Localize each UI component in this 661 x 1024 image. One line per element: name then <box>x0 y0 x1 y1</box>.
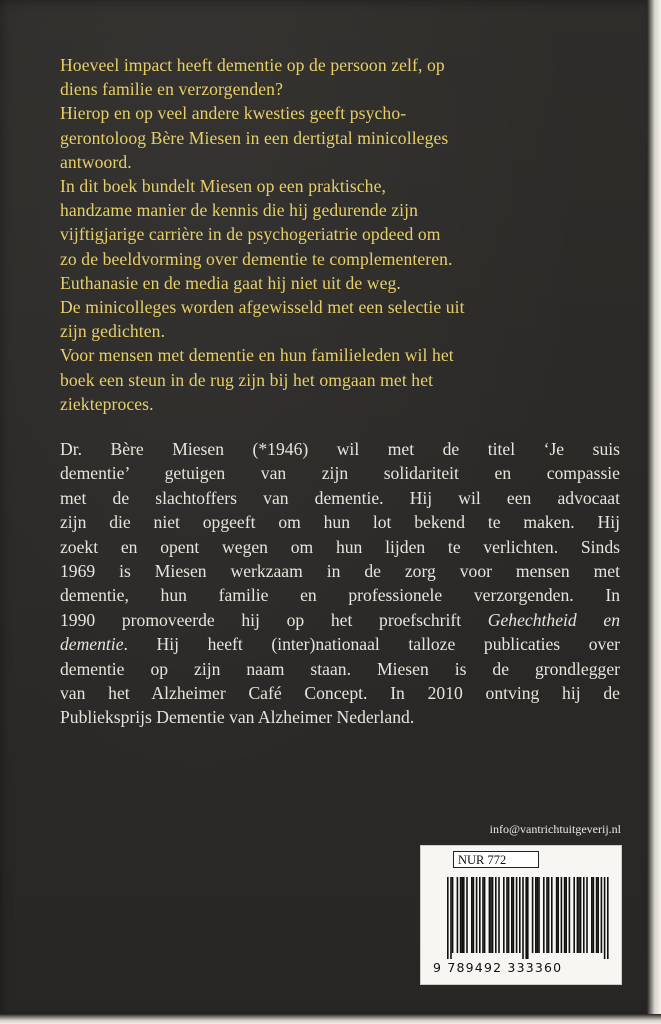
bio-text: . Hij heeft (inter)nationaal talloze publicaties over <box>123 634 620 655</box>
barcode-bar <box>601 877 603 953</box>
blurb-line: Euthanasie en de media gaat hij niet uit de weg. <box>60 272 401 293</box>
barcode-bar <box>503 877 505 953</box>
blurb-line: Hoeveel impact heeft dementie op de persoon zelf, op <box>60 55 445 75</box>
blurb-line: In dit boek bundelt Miesen op een praktische, <box>60 176 386 197</box>
barcode-bar <box>450 877 452 959</box>
barcode-bar <box>569 877 571 953</box>
barcode-bar <box>564 877 566 953</box>
barcode-bar <box>452 877 454 953</box>
author-bio <box>60 437 620 730</box>
barcode-bar <box>457 877 459 953</box>
barcode-bar <box>508 877 510 953</box>
blurb-line: zo de beeldvorming over dementie te complementeren. <box>60 248 453 269</box>
barcode-bar <box>561 877 563 953</box>
bio-line: zoekt en opent wegen om hun lijden te verlichten. Sinds <box>60 536 620 557</box>
publisher-email: info@vantrichtuitgeverij.nl <box>489 822 621 836</box>
barcode-bar <box>519 877 521 953</box>
blurb-line: De minicolleges worden afgewisseld met een selectie uit <box>60 297 465 318</box>
barcode-bar <box>546 877 548 953</box>
barcode-bar <box>551 877 553 953</box>
barcode-bar <box>583 877 585 953</box>
barcode-bar <box>489 877 491 953</box>
barcode-bar <box>604 877 606 959</box>
barcode-bar <box>556 877 558 953</box>
barcode-bar <box>596 877 598 953</box>
barcode-bar <box>471 877 473 953</box>
barcode-bar <box>565 877 567 953</box>
blurb-line: antwoord. <box>60 151 132 172</box>
barcode-bar <box>516 877 518 953</box>
isbn-barcode <box>447 877 609 959</box>
blurb-line: ziekteproces. <box>60 393 154 414</box>
barcode-bar <box>490 877 492 953</box>
blurb-line: zijn gedichten. <box>60 321 166 342</box>
bio-line: zijn die niet opgeeft om hun lot bekend te maken. Hij <box>60 512 620 533</box>
barcode-bar <box>525 877 527 959</box>
barcode-bar <box>492 877 494 953</box>
thesis-title: Gehechtheid en <box>487 609 620 630</box>
blurb-line: Voor mensen met dementie en hun familieleden wil het <box>60 345 454 366</box>
barcode-bar <box>473 877 475 953</box>
barcode-bar <box>461 877 463 953</box>
blurb-line: boek een steun in de rug zijn bij het omgaan met het <box>60 369 434 390</box>
barcode-bar <box>573 877 575 953</box>
barcode-bar <box>482 877 484 953</box>
barcode-bar <box>527 877 529 959</box>
barcode-bar <box>479 877 481 953</box>
barcode-bar <box>537 877 539 953</box>
thesis-title: dementie <box>60 634 124 655</box>
bio-line: Dr. Bère Miesen (*1946) wil met de titel ‘Je suis <box>60 439 620 459</box>
nur-code: NUR 772 <box>453 851 539 868</box>
bio-line: Publieksprijs Dementie van Alzheimer Nederland. <box>60 707 415 728</box>
barcode-bar <box>498 877 500 953</box>
blurb-line: handzame manier de kennis die hij gedurende zijn <box>60 200 419 221</box>
barcode-bar <box>543 877 545 953</box>
barcode-bar <box>607 877 609 959</box>
barcode-bar <box>484 877 486 953</box>
barcode-bar <box>466 877 468 953</box>
barcode-bar <box>476 877 478 953</box>
blurb-line: vijftigjarige carrière in de psychogeriatrie opdeed om <box>60 224 441 245</box>
barcode-bar <box>447 877 449 959</box>
bio-line: met de slachtoffers van dementie. Hij wil een advocaat <box>60 487 620 508</box>
bio-line <box>60 608 620 632</box>
bio-line: 1969 is Miesen werkzaam in de zorg voor mensen met <box>60 561 620 582</box>
barcode-bar <box>557 877 559 953</box>
barcode-bar <box>580 877 582 953</box>
barcode-bar <box>495 877 497 953</box>
barcode-bar <box>586 877 588 953</box>
barcode-bar <box>532 877 534 953</box>
bio-line: dementie’ getuigen van zijn solidariteit en compassie <box>60 463 620 484</box>
barcode-bar <box>463 877 465 953</box>
barcode-bar <box>506 877 508 953</box>
barcode-bar <box>522 877 524 959</box>
barcode-bar <box>513 877 515 953</box>
barcode-bar <box>577 877 579 953</box>
barcode-bar <box>511 877 513 953</box>
barcode-bar <box>597 877 599 953</box>
blurb-line: gerontoloog Bère Miesen in een dertigtal minicolleges <box>60 127 449 148</box>
barcode-bar <box>593 877 595 953</box>
bio-line: van het Alzheimer Café Concept. In 2010 ontving hij de <box>60 683 620 704</box>
barcode-bar <box>538 877 540 953</box>
bio-line: dementie, hun familie en professionele verzorgenden. In <box>60 585 620 606</box>
barcode-bar <box>548 877 550 953</box>
blurb-line: diens familie en verzorgenden? <box>60 79 283 100</box>
bio-line <box>60 632 620 656</box>
blurb-text <box>60 53 620 416</box>
barcode-bar <box>578 877 580 953</box>
barcode-bar <box>591 877 593 953</box>
blurb-line: Hierop en op veel andere kwesties geeft psycho- <box>60 103 407 124</box>
barcode-bar <box>460 877 462 953</box>
cover-edge <box>647 0 661 1024</box>
bio-text: 1990 promoveerde hij op het proefschrift <box>60 609 488 630</box>
isbn-number: 9 789492 333360 <box>433 960 563 975</box>
bio-line: dementie op zijn naam staan. Miesen is de grondlegger <box>60 658 620 679</box>
barcode-bar <box>535 877 537 953</box>
cover-edge <box>0 1014 661 1024</box>
